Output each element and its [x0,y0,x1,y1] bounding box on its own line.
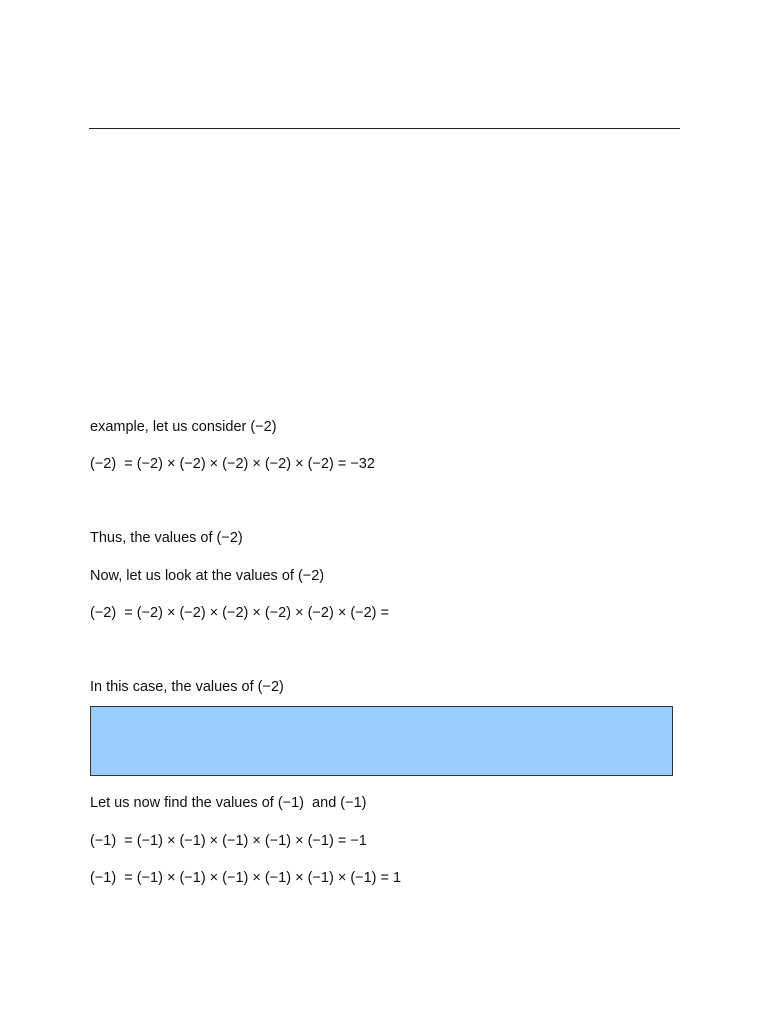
equation-neg-one-power-six: (−1) = (−1) × (−1) × (−1) × (−1) × (−1) × (−1) = 1 [90,870,402,886]
highlight-box [90,706,673,776]
text-line-in-this-case: In this case, the values of (−2) [90,679,284,695]
text-line-now: Now, let us look at the values of (−2) [90,568,325,584]
equation-neg-one-power-five: (−1) = (−1) × (−1) × (−1) × (−1) × (−1) = −1 [90,833,367,849]
text-line-thus: Thus, the values of (−2) [90,530,243,546]
header-rule [89,128,680,129]
equation-power-six: (−2) = (−2) × (−2) × (−2) × (−2) × (−2) × (−2) = [90,605,389,621]
equation-power-five: (−2) = (−2) × (−2) × (−2) × (−2) × (−2) = −32 [90,456,375,472]
text-line-example: example, let us consider (−2) [90,419,277,435]
text-line-let-us-now: Let us now find the values of (−1) and (−1) [90,795,367,811]
